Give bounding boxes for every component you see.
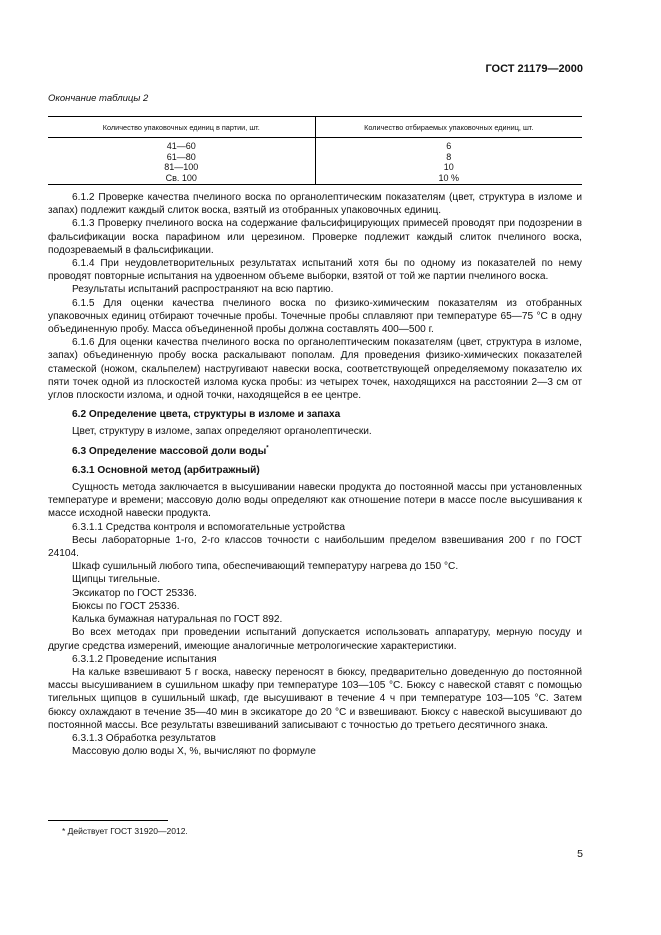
section-heading-water — [48, 445, 582, 458]
table-header-lot: Количество упаковочных единиц в партии, шт. — [48, 117, 315, 138]
paragraph: Весы лабораторные 1-го, 2-го классов точности с наибольшим пределом взвешивания 200 г по ГОСТ 24104. — [48, 534, 582, 560]
table-row — [48, 138, 582, 152]
paragraph: На кальке взвешивают 5 г воска, навеску переносят в бюксу, предварительно доведенную до постоянной массы высушиванием в сушильном шкафу при температуре 103—105 °С. Бюксу с навеской ставят с помощью тигельных щипцов в сушильный шкаф, где высушивают в течение 4 ч при температуре 103—105 °С. Затем бюксу охлаждают в течение 35—40 мин в эксикаторе до 20 °С и взвешивают. Бюксу с навеской высушивают до постоянной массы. Все результаты взвешиваний записывают с точностью до третьего десятичного знака. — [48, 666, 582, 731]
paragraph: 6.3.1.2 Проведение испытания — [72, 653, 217, 665]
paragraph: Шкаф сушильный любого типа, обеспечивающий температуру нагрева до 150 °С. — [72, 561, 459, 573]
paragraph: Щипцы тигельные. — [72, 574, 161, 586]
sampling-table — [48, 116, 582, 185]
table-cell: 8 — [315, 152, 582, 163]
table-cell: 6 — [315, 138, 582, 152]
paragraph: 6.1.6 Для оценки качества пчелиного воска по органолептическим показателям (цвет, структура в изломе, запах) объединенную пробу воска раскалывают пополам. Для проведения физико-химических показателей стамеской (ножом, скальпелем) настругивают навески воска, соответствующей определяемому показателю их пяти точек одной из плоскостей излома куска пробы: из четырех точек, находящихся на расстоянии 2—3 см от углов плоскости излома, и одной точки, находящейся в ее центре. — [48, 337, 582, 402]
table-cell: 10 — [315, 162, 582, 173]
paragraph: Бюксы по ГОСТ 25336. — [72, 600, 180, 612]
table-cell: 41—60 — [166, 141, 196, 151]
paragraph: Эксикатор по ГОСТ 25336. — [72, 587, 197, 599]
table-cell: 10 % — [315, 173, 582, 185]
table-row — [48, 152, 582, 163]
paragraph: Сущность метода заключается в высушивании навески продукта до постоянной массы при установленных температуре и времени; массовую долю воды определяют как отношение потери в массе после высушивания к массе исходной навески продукта. — [48, 482, 582, 520]
section-heading-text: 6.3 Определение массовой доли воды — [72, 445, 267, 457]
paragraph: Цвет, структуру в изломе, запах определяют органолептически. — [72, 426, 372, 438]
table-caption: Окончание таблицы 2 — [48, 93, 149, 104]
paragraph: Результаты испытаний распространяют на всю партию. — [72, 284, 334, 296]
paragraph: 6.1.2 Проверке качества пчелиного воска по органолептическим показателям (цвет, структура в изломе и запах) подлежит каждый слиток воска, взятый из отобранных упаковочных единиц. — [48, 192, 582, 217]
page-number: 5 — [577, 848, 583, 860]
paragraph: Массовую долю воды Х, %, вычисляют по формуле — [72, 746, 316, 758]
footnote-marker: * — [266, 445, 269, 452]
subsection-heading: 6.3.1 Основной метод (арбитражный) — [72, 464, 260, 476]
paragraph: Во всех методах при проведении испытаний допускается использовать аппаратуру, мерную посуду и другие средства измерений, имеющие аналогичные метрологические характеристики. — [48, 627, 582, 652]
section-heading: 6.2 Определение цвета, структуры в изломе и запаха — [72, 409, 341, 421]
table-cell: 81—100 — [164, 162, 199, 172]
paragraph: 6.1.4 При неудовлетворительных результатах испытаний хотя бы по одному из показателей по нему проводят повторные испытания на удвоенном объеме выборки, взятой от той же партии пчелиного воска. — [48, 258, 582, 283]
paragraph: 6.1.5 Для оценки качества пчелиного воска по физико-химическим показателям из отобранных упаковочных единиц отбирают точечные пробы. Точечные пробы сплавляют при температуре 65—75 °С в одну объединенную пробу. Масса объединенной пробы должна составлять 400—500 г. — [48, 297, 582, 336]
paragraph: 6.3.1.3 Обработка результатов — [72, 732, 216, 744]
table-row — [48, 162, 582, 173]
footnote: * Действует ГОСТ 31920—2012. — [62, 826, 188, 836]
footnote-divider — [48, 820, 168, 821]
standard-header: ГОСТ 21179—2000 — [485, 63, 583, 75]
table-cell: Св. 100 — [48, 173, 315, 185]
document-body — [48, 191, 582, 758]
table-header-sample: Количество отбираемых упаковочных единиц, шт. — [315, 117, 582, 138]
paragraph: 6.1.3 Проверку пчелиного воска на содержание фальсифицирующих примесей проводят при подозрении в фальсификации воска парафином или церезином. Проверке подлежит каждый слиток пчелиного воска, подозреваемый в фальсификации. — [48, 218, 582, 256]
paragraph: 6.3.1.1 Средства контроля и вспомогательные устройства — [72, 521, 345, 533]
table-cell: 61—80 — [166, 151, 196, 162]
table-row — [48, 173, 582, 185]
paragraph: Калька бумажная натуральная по ГОСТ 892. — [72, 614, 283, 626]
